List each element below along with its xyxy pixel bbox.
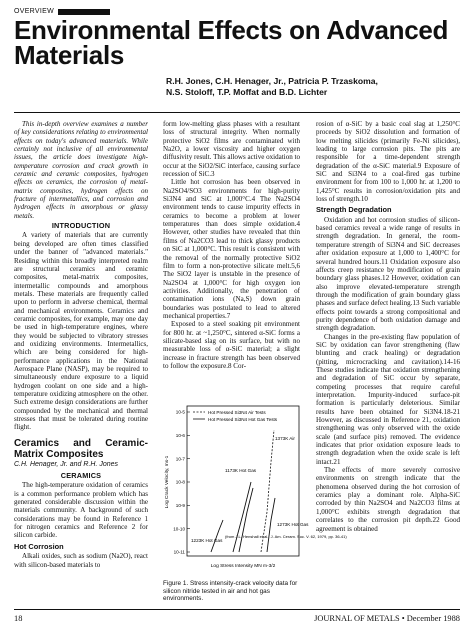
figure-1 (163, 402, 347, 602)
section-title: Ceramics and Ceramic-Matrix Composites (14, 437, 148, 460)
abstract: This in-depth overview examines a number of key considerations relating to environmental effects on today's advanced materials. While certainly not inclusive of all environmental issues, the article does investigate high-temperature corrosion and crack growth in ceramic and ceramic composites, hydrogen effects on ceramics, the corrosion of metal-matrix composites, hydrogen effects on fracture of intermetallics, and corrosion and hydrogen effects in amorphous or glassy metals. (14, 120, 148, 220)
authors-line-2: N.S. Stoloff, T.P. Moffat and B.D. Lichter (166, 87, 328, 97)
col3-paragraph-2: Oxidation and hot corrosion studies of silicon-based ceramics reveal a wide range of results in strength degradation. In general, the room-temperature strength of Si3N4 and SiC decreases after oxidation exposure at 1,000 to 1,400°C for several hundred hours.11 Oxidation exposure also affects creep resistance by modification of grain boundary glass phases.12 However, oxidation can also improve elevated-temperature strength through the modification of grain boundary glass phases and surface defect healing.13 Such variable effects point towards a strong compositional and purity dependence of both oxidation damage and strength degradation. (316, 215, 460, 333)
bottom-rule (14, 609, 460, 610)
y-tick-label: 10-7 (175, 456, 185, 462)
crack-velocity-chart (163, 402, 347, 580)
legend-label-air: Hot Pressed Si3N4 Air Tests (208, 410, 266, 415)
y-axis-label: Log Crack Velocity, ms-1 (165, 455, 170, 509)
authors-line-1: R.H. Jones, C.H. Henager, Jr., Patricia P. Trzaskoma, (166, 76, 378, 86)
col3-paragraph-3: Changes in the pre-existing flaw population of SiC by oxidation can favor strengthening (flaw blunting and crack healing) or degradation (pitting, microcracking and cavitation).14-16 These studies indicate that oxidation strengthening and degradation of SiC occur by separate, competing processes that require careful interpretation. Impurity-induced surface-pit formation is particularly deleterious. Similar results have been obtained for Si3N4.18-21 However, as discussed in Reference 21, oxidation strengthening was only observed with the oxide scale (and surface pits) removed. The evidence indicates that prior oxidation exposure leads to strength degradation when the oxide scale is left intact.21 (316, 332, 460, 466)
annotation-1273k: 1273K Hot Gas (277, 522, 309, 527)
y-tick-label: 10-6 (175, 432, 185, 438)
annotation-source: (from J.L. Henshall et al., J. Am. Ceram. Soc. V. 62, 1979, pp. 36-41) (225, 534, 347, 539)
y-tick-group (173, 410, 190, 555)
introduction-paragraph: A variety of materials that are currently being developed are often times classified under the banner of "advanced materials." Residing within this broadly interpreted realm are structural ceramics and ceramic composites, metal-matrix composites, intermetallic compounds and amorphous metals. These materials are frequently called upon to perform in adverse chemical, thermal and mechanical environments. Ceramics and ceramic composites, for example, may one day be used in high-temperature engines, where they would be subjected to vibratory stresses and oxidizing environments. Intermetallics, which are being considered for high-performance applications in the National Aerospace Plane (NASP), may be required to simultaneously endure exposure to a liquid hydrogen coolant on one side and a high-temperature oxidizing atmosphere on the other. Such extreme design considerations are further compounded by the mechanical and thermal stresses that must be tolerated during routine flight. (14, 231, 148, 432)
header-bar (58, 9, 110, 15)
y-tick-label: 10-9 (175, 502, 185, 508)
column-2 (163, 120, 300, 370)
y-tick-label: 10-8 (175, 479, 185, 485)
hot-corrosion-paragraph: Alkali oxides, such as sodium (Na2O), react with silicon-based materials to (14, 552, 148, 569)
article-title: Environmental Effects on Advanced Materials (14, 15, 449, 70)
figure-caption: Figure 1. Stress intensity-crack velocity data for silicon nitride tested in air and hot gas environments. (163, 580, 298, 603)
curve-1273k-hot-gas (267, 498, 275, 552)
page-number: 18 (14, 614, 23, 623)
introduction-heading: INTRODUCTION (51, 221, 111, 231)
curve-1223k-hot-gas (211, 520, 223, 552)
y-tick-label: 10-5 (175, 409, 185, 415)
ceramics-paragraph: The high-temperature oxidation of ceramics is a common performance problem which has generated considerable discussion within the materials community. A background of such considerations may be found in Reference 1 for nitrogen ceramics and Reference 2 for silicon carbide. (14, 481, 148, 540)
page-footer (14, 614, 460, 623)
section-authors: C.H. Henager, Jr. and R.H. Jones (14, 460, 119, 468)
col2-paragraph-3: Exposed to a steel soaking pit environment for 800 hr. at ~1,250°C, sintered α-SiC forms a silicate-based slag on its surface, but with no measurable loss of α-SiC material; a slight increase in fracture strength has been observed to follow the exposure.8 Cor- (163, 320, 300, 370)
column-3 (316, 120, 460, 533)
header-label: OVERVIEW (14, 8, 55, 15)
col2-paragraph-2: Little hot corrosion has been observed in Na2SO4/SO3 environments for high-purity Si3N4 and SiC at 1,000°C.4 The Na2SO4 environment tends to cause impurity effects in ceramics to become a problem at lower temperatures than does simple oxidation.4 However, other studies have revealed that thin films of Na2CO3 lead to thick glassy products on SiC at 1,000°C. This result is consistent with the removal of the normally protective SiO2 film to form a non-protective silicate melt.5,6 The SiO2 layer is unstable in the presence of Na2SO4 at 1,000°C for high oxygen ion activities. Additionally, the penetration of contamination ions (Na,S) down grain boundaries was postulated to lead to altered mechanical properties.7 (163, 178, 300, 320)
article-authors (166, 76, 466, 98)
annotation-1223k: 1223K Hot Gas (191, 538, 223, 543)
legend-label-hot-gas: Hot Pressed Si3N4 Hot Gas Tests (208, 417, 278, 422)
annotation-1173k: 1173K Hot Gas (225, 468, 257, 473)
y-tick-label: 10-11 (173, 549, 185, 555)
ceramics-heading: CERAMICS (60, 471, 102, 481)
annotation-1373k: 1373K Air (275, 436, 295, 441)
x-axis-label: Log Stress Intensity MN m-3/2 (210, 564, 276, 569)
curve-1173k-hot-gas (233, 482, 251, 552)
strength-degradation-heading: Strength Degradation (316, 205, 392, 215)
hot-corrosion-heading: Hot Corrosion (14, 541, 64, 551)
col3-paragraph-4: The effects of more severely corrosive environments on strength indicate that the phenomena observed during the hot corrosion of ceramics play a dominant role. Alpha-SiC corroded by thin Na2SO4 and Na2CO3 films at 1,000°C exhibits strength degradation that correlates to the corrosion pit depth.22 Good agreement is obtained (316, 466, 460, 533)
col3-paragraph-1: rosion of α-SiC by a basic coal slag at 1,250°C proceeds by SiO2 dissolution and formation of low melting silicides (primarily Fe-Ni silicides), leading to large corrosion pits. The pits are responsible for a time-dependent strength degradation of the α-SiC material.9 Exposure of SiC and Si3N4 to a coal-fired gas turbine environment for from 100 to 1,000 hr. at 1,200 to 1,425°C results in corrosion/oxidation pits and loss of strength.10 (316, 120, 460, 204)
y-tick-label: 10-10 (173, 526, 185, 532)
col2-paragraph-1: form low-melting glass phases with a resultant loss of structural integrity. When normally protective SiO2 films are contaminated with Na2O, a lower viscosity and higher oxygen diffusivity result. This allows active oxidation to occur at the SiO2/SiC interface, causing surface recession of SiC.3 (163, 120, 300, 179)
top-rule (14, 112, 460, 113)
journal-info: JOURNAL OF METALS • December 1988 (314, 614, 460, 623)
column-1 (14, 120, 148, 569)
section-header (14, 8, 110, 15)
